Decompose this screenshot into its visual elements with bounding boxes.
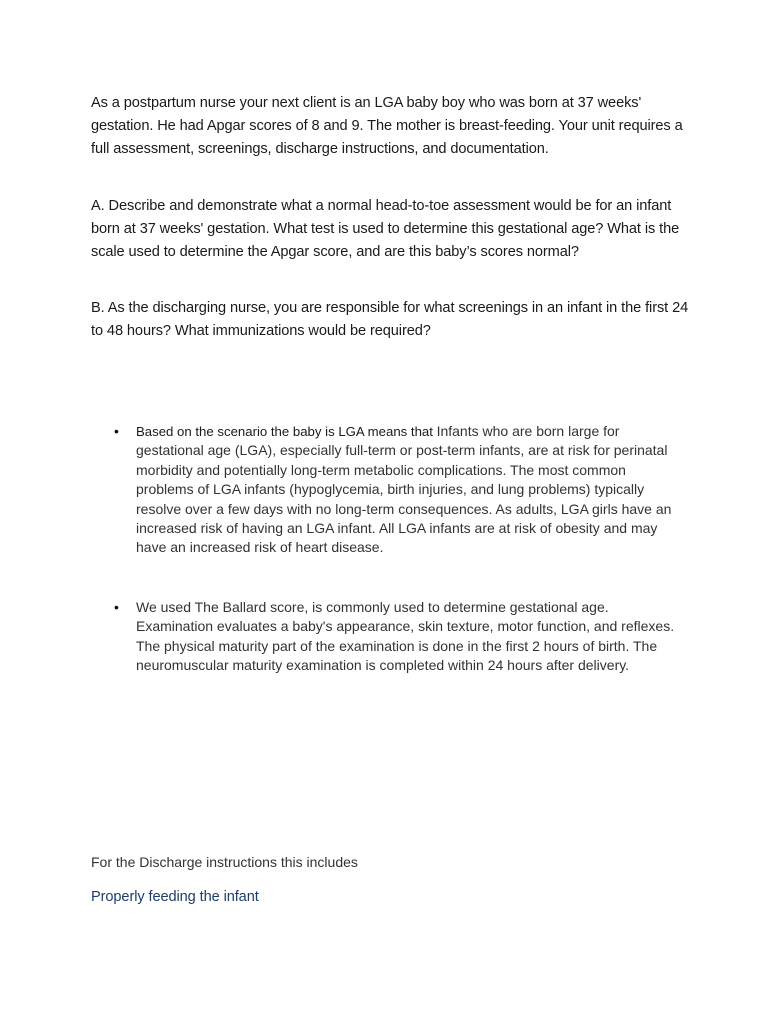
bullet-lead-in: Based on the scenario the baby is LGA means that (136, 424, 437, 439)
bullet-text: Infants who are born large for gestational age (LGA), especially full-term or post-term infants, are at risk for perinatal morbidity and potentially long-term metabolic complications. The most common problems of LGA infants (hypoglycemia, birth injuries, and lung problems) typically resolve over a few days with no long-term consequences. As adults, LGA girls have an increased risk of having an LGA infant. All LGA infants are at risk of obesity and may have an increased risk of heart disease. (136, 423, 672, 556)
question-a-paragraph: A. Describe and demonstrate what a normal head-to-toe assessment would be for an infant born at 37 weeks' gestation. What test is used to determine this gestational age? What is the scale used to determine the Apgar score, and are this baby’s scores normal? (91, 198, 680, 260)
bullet-point-icon: • (114, 599, 119, 615)
answer-bullet-ballard (114, 598, 676, 676)
question-b-paragraph: B. As the discharging nurse, you are responsible for what screenings in an infant in the first 24 to 48 hours? What immunizations would be required? (91, 300, 689, 339)
bullet-text: We used The Ballard score, is commonly used to determine gestational age. Examination evaluates a baby's appearance, skin texture, motor function, and reflexes. The physical maturity part of the examination is done in the first 2 hours of birth. The neuromuscular maturity examination is completed within 24 hours after delivery. (136, 599, 675, 674)
answer-bullet-lga (114, 422, 676, 558)
bullet-point-icon: • (114, 423, 119, 439)
discharge-heading: For the Discharge instructions this includes (91, 854, 358, 870)
discharge-item-feeding: Properly feeding the infant (91, 889, 259, 905)
scenario-paragraph: As a postpartum nurse your next client is an LGA baby boy who was born at 37 weeks' gestation. He had Apgar scores of 8 and 9. The mother is breast-feeding. Your unit requires a full assessment, screenings, discharge instructions, and documentation. (91, 95, 683, 157)
